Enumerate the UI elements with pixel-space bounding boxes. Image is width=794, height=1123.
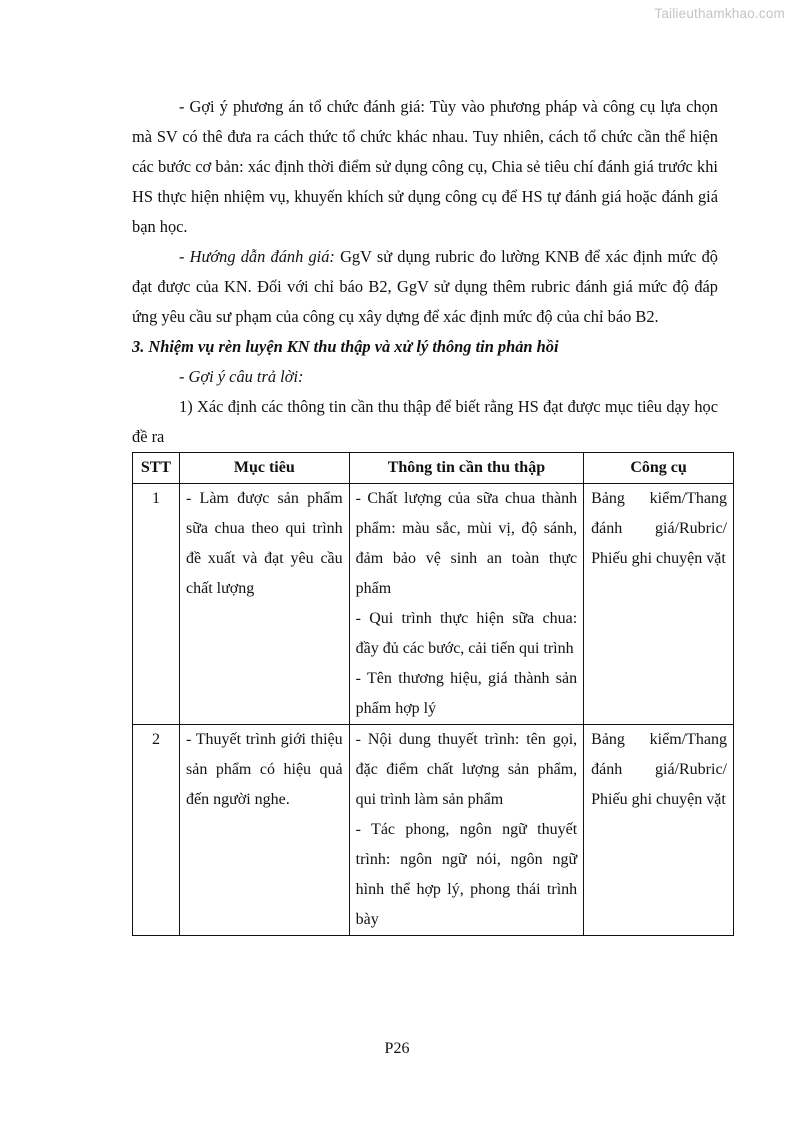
paragraph-evaluation-guide: [132, 242, 718, 332]
info-item: - Chất lượng của sữa chua thành phẩm: màu sắc, mùi vị, độ sánh, đảm bảo vệ sinh an toàn thực phẩm: [355, 490, 578, 597]
evaluation-guide-label: - Hướng dẫn đánh giá:: [179, 247, 335, 266]
header-goal: Mục tiêu: [179, 453, 349, 484]
info-item: - Tác phong, ngôn ngữ thuyết trình: ngôn ngữ nói, ngôn ngữ hình thể hợp lý, phong thái trình bày: [355, 821, 578, 928]
paragraph-evaluation-organization: - Gợi ý phương án tổ chức đánh giá: Tùy vào phương pháp và công cụ lựa chọn mà SV có thê đưa ra cách thức tổ chức khác nhau. Tuy nhiên, cách tổ chức cần thể hiện các bước cơ bản: xác định thời điểm sử dụng công cụ, Chia sẻ tiêu chí đánh giá trước khi HS thực hiện nhiệm vụ, khuyến khích sử dụng công cụ để HS tự đánh giá hoặc đánh giá bạn học.: [132, 97, 718, 236]
info-item: - Nội dung thuyết trình: tên gọi, đặc điểm chất lượng sản phẩm, qui trình làm sản phẩm: [355, 731, 578, 808]
document-body: [132, 92, 727, 936]
answer-hint: - Gợi ý câu trả lời:: [179, 367, 304, 386]
info-item: - Tên thương hiệu, giá thành sản phẩm hợp lý: [355, 670, 578, 717]
header-info: Thông tin cần thu thập: [349, 453, 583, 484]
watermark: Tailieuthamkhao.com: [654, 6, 785, 21]
page-number: P26: [384, 1040, 410, 1057]
header-stt: STT: [133, 453, 180, 484]
info-collection-table: [132, 452, 734, 936]
table-header-row: [133, 453, 734, 484]
evaluation-guide-text: GgV sử dụng rubric đo lường KNB để xác định mức độ đạt được của KN. Đối với chỉ báo B2, GgV sử dụng thêm rubric đánh giá mức độ đáp ứng yêu cầu sư phạm của công cụ xây dựng để xác định mức độ của chỉ báo B2.: [132, 247, 718, 326]
cell-info: [349, 725, 583, 936]
cell-stt: 1: [133, 484, 180, 725]
cell-tool: Bảng kiểm/Thang đánh giá/Rubric/ Phiếu ghi chuyện vặt: [584, 725, 734, 936]
cell-goal: - Làm được sản phẩm sữa chua theo qui trình đề xuất và đạt yêu cầu chất lượng: [179, 484, 349, 725]
cell-goal: - Thuyết trình giới thiệu sản phẩm có hiệu quả đến người nghe.: [179, 725, 349, 936]
cell-info: [349, 484, 583, 725]
table-row: [133, 725, 734, 936]
header-tool: Công cụ: [584, 453, 734, 484]
section-heading: 3. Nhiệm vụ rèn luyện KN thu thập và xử lý thông tin phản hồi: [132, 337, 559, 356]
paragraph-task-1: 1) Xác định các thông tin cần thu thập để biết rằng HS đạt được mục tiêu dạy học đề ra: [132, 397, 718, 446]
cell-stt: 2: [133, 725, 180, 936]
table-row: [133, 484, 734, 725]
info-item: - Qui trình thực hiện sữa chua: đầy đủ các bước, cải tiến qui trình: [355, 610, 578, 657]
cell-tool: Bảng kiểm/Thang đánh giá/Rubric/ Phiếu ghi chuyện vặt: [584, 484, 734, 725]
